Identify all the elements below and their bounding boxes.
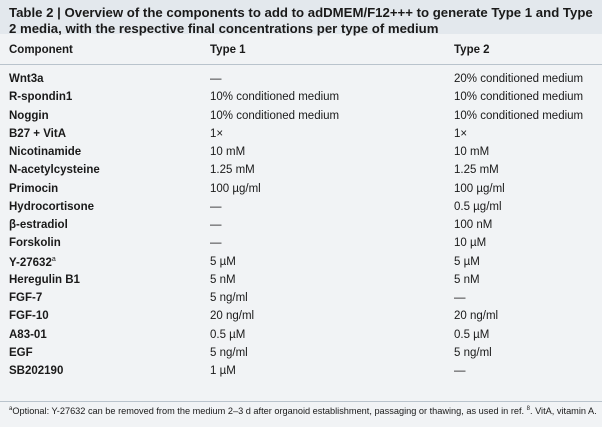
cell-type1: 5 µM xyxy=(210,255,236,268)
component-name: A83-01 xyxy=(9,328,47,341)
table-caption xyxy=(0,0,602,34)
cell-type2: 5 µM xyxy=(454,255,480,268)
cell-type1: 10% conditioned medium xyxy=(210,109,340,122)
cell-type2: 10 mM xyxy=(454,146,490,158)
footnote-marker-sup: a xyxy=(51,255,56,263)
footnote-text: Optional: Y-27632 can be removed from the medium 2–3 d after organoid establishment, passaging or thawing, as used in ref. xyxy=(12,406,527,417)
cell-component xyxy=(9,219,68,231)
cell-type2: 20% conditioned medium xyxy=(454,73,584,85)
cell-type2: 1× xyxy=(454,127,468,140)
component-name: Forskolin xyxy=(9,237,61,250)
cell-type1: 0.5 µM xyxy=(210,328,246,341)
cell-component xyxy=(9,237,61,249)
component-name: Y-27632 xyxy=(9,256,52,269)
table-row xyxy=(0,235,602,253)
component-name: N-acetylcysteine xyxy=(9,164,100,177)
cell-type2: 100 µg/ml xyxy=(454,182,505,195)
table-row xyxy=(0,181,602,199)
table-bottom-rule xyxy=(0,401,602,402)
cell-type1: 5 ng/ml xyxy=(210,292,248,304)
caption-text: Overview of the components to add to adDMEM/F12+++ to generate Type 1 and Type 2 media, with the respective final concentrations per type of medium xyxy=(9,5,593,36)
table-row xyxy=(0,89,602,107)
cell-component xyxy=(9,110,49,122)
footnote-tail: . VitA, vitamin A. xyxy=(529,406,597,417)
cell-type1: — xyxy=(210,237,222,250)
table-row xyxy=(0,144,602,162)
table-row xyxy=(0,363,602,381)
component-name: FGF-10 xyxy=(9,310,49,323)
cell-type1: 10% conditioned medium xyxy=(210,91,340,104)
table-row xyxy=(0,345,602,363)
header-type2: Type 2 xyxy=(454,44,490,56)
cell-type1: — xyxy=(210,219,222,231)
cell-type1: 5 nM xyxy=(210,273,236,286)
table-header xyxy=(0,34,602,65)
component-name: Heregulin B1 xyxy=(9,273,80,286)
cell-type1: 100 µg/ml xyxy=(210,182,261,195)
cell-type2: 5 nM xyxy=(454,273,480,286)
component-name: SB202190 xyxy=(9,365,64,377)
cell-type2: 0.5 µg/ml xyxy=(454,200,502,213)
cell-component xyxy=(9,91,72,103)
cell-type2: — xyxy=(454,292,466,304)
table-row xyxy=(0,108,602,126)
table-row xyxy=(0,126,602,144)
component-name: Wnt3a xyxy=(9,73,44,85)
cell-component xyxy=(9,292,42,304)
cell-type2: 10% conditioned medium xyxy=(454,91,584,104)
cell-type2: 0.5 µM xyxy=(454,328,490,341)
cell-component xyxy=(9,128,66,140)
cell-type1: — xyxy=(210,73,222,85)
table-row xyxy=(0,162,602,180)
caption-label: Table 2 | xyxy=(9,5,61,20)
cell-type1: 1.25 mM xyxy=(210,164,255,177)
component-name: B27 + VitA xyxy=(9,127,66,140)
cell-component xyxy=(9,73,44,85)
header-component: Component xyxy=(9,44,73,56)
header-type1: Type 1 xyxy=(210,44,246,56)
cell-type2: — xyxy=(454,365,466,377)
table-row xyxy=(0,217,602,235)
component-name: Primocin xyxy=(9,182,59,195)
table-body xyxy=(0,65,602,381)
table-row xyxy=(0,290,602,308)
component-name: Nicotinamide xyxy=(9,146,82,158)
cell-type2: 20 ng/ml xyxy=(454,310,499,323)
cell-component xyxy=(9,274,80,286)
cell-type2: 1.25 mM xyxy=(454,164,499,177)
footnote-ref[interactable]: 8 xyxy=(526,406,530,412)
component-name: EGF xyxy=(9,346,33,359)
footnote-marker: a xyxy=(9,406,13,412)
cell-type1: 10 mM xyxy=(210,146,246,158)
cell-type2: 5 ng/ml xyxy=(454,346,492,359)
component-name: Hydrocortisone xyxy=(9,200,94,213)
table-row xyxy=(0,327,602,345)
component-name: R-spondin1 xyxy=(9,91,73,104)
cell-component xyxy=(9,183,58,195)
cell-component xyxy=(9,329,47,341)
table-row xyxy=(0,308,602,326)
table-row xyxy=(0,199,602,217)
component-name: FGF-7 xyxy=(9,292,43,304)
cell-component xyxy=(9,256,56,269)
table-row xyxy=(0,71,602,89)
cell-type1: 20 ng/ml xyxy=(210,310,255,323)
component-name: Noggin xyxy=(9,109,49,122)
cell-type2: 100 nM xyxy=(454,219,493,231)
component-name: β-estradiol xyxy=(9,219,68,231)
table-footnote xyxy=(9,406,597,416)
cell-component xyxy=(9,347,33,359)
table-row xyxy=(0,272,602,290)
cell-component xyxy=(9,201,94,213)
cell-component xyxy=(9,164,100,176)
cell-type1: 5 ng/ml xyxy=(210,346,248,359)
cell-type1: 1 µM xyxy=(210,365,236,377)
cell-type1: 1× xyxy=(210,127,224,140)
cell-component xyxy=(9,146,81,158)
cell-component xyxy=(9,310,49,322)
cell-type2: 10% conditioned medium xyxy=(454,109,584,122)
cell-type1: — xyxy=(210,200,222,213)
cell-type2: 10 µM xyxy=(454,237,487,250)
table-row xyxy=(0,254,602,272)
cell-component xyxy=(9,365,63,377)
